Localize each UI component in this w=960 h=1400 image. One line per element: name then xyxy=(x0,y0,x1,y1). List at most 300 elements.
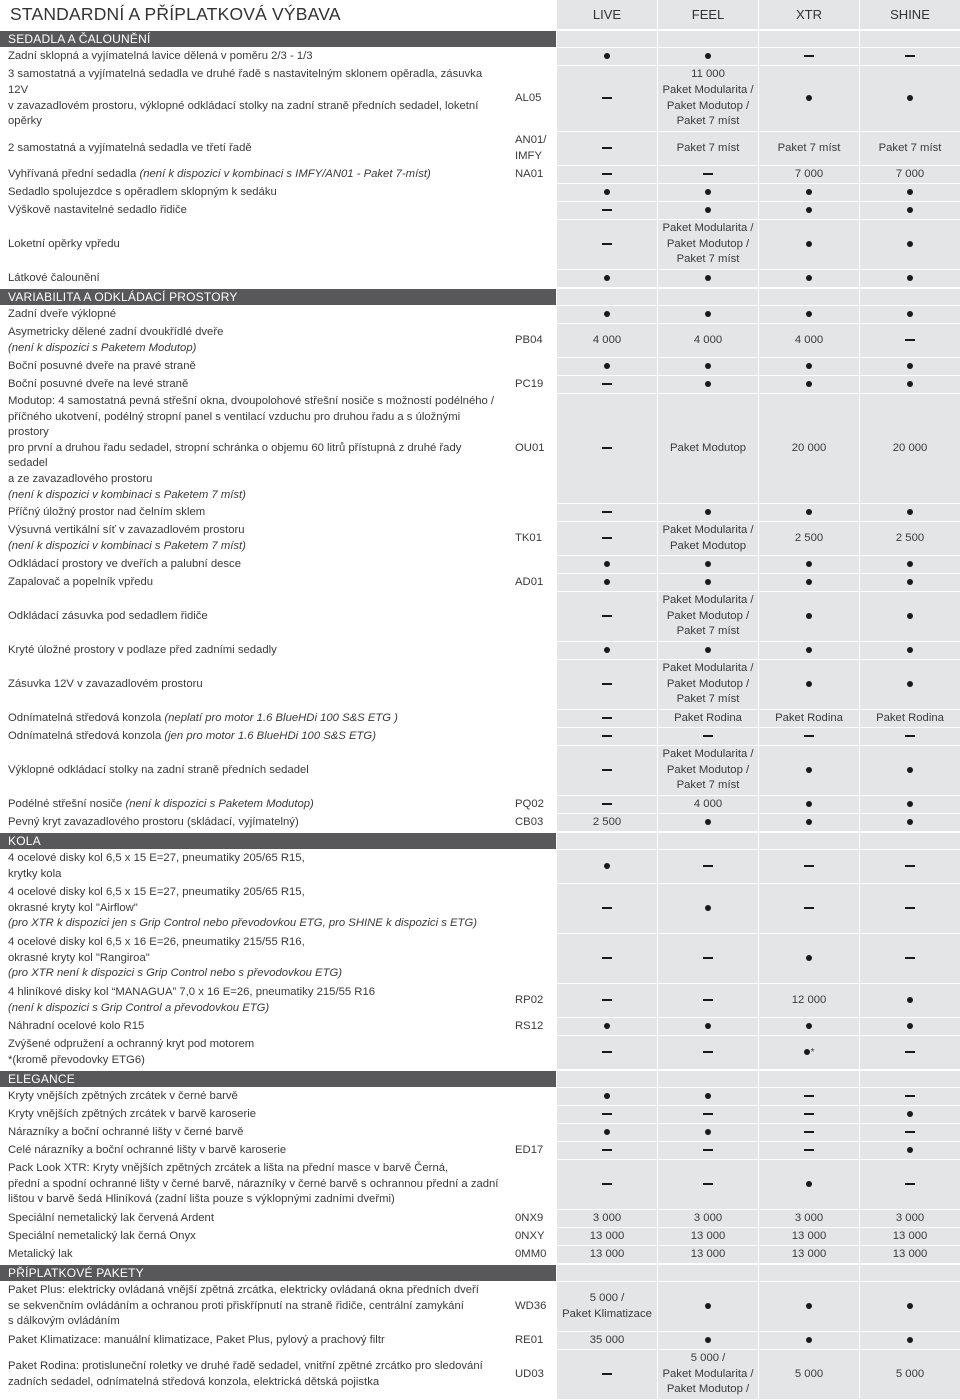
cell-live-unavailable xyxy=(556,660,657,710)
section-header xyxy=(0,30,960,48)
section-cell-fill xyxy=(657,1264,758,1282)
table-row xyxy=(0,132,960,166)
unavailable-dash-icon xyxy=(804,735,814,737)
cell-live-unavailable xyxy=(556,522,657,556)
standard-dot-icon xyxy=(705,311,711,317)
table-row xyxy=(0,270,960,288)
option-code xyxy=(507,642,556,660)
unavailable-dash-icon xyxy=(602,1113,612,1115)
section-title: ELEGANCE xyxy=(0,1070,556,1088)
feature-description xyxy=(0,376,507,394)
cell-feel-value: Paket Modularita / Paket Modutop / Paket 7 míst xyxy=(657,746,758,796)
cell-feel-standard xyxy=(657,574,758,592)
cell-xtr-standard xyxy=(758,270,859,288)
option-code xyxy=(507,1088,556,1106)
standard-dot-icon xyxy=(806,955,812,961)
option-code xyxy=(507,202,556,220)
feature-text: Odkládací prostory ve dveřích a palubní desce xyxy=(8,557,241,570)
cell-feel-unavailable xyxy=(657,934,758,984)
cell-live-standard xyxy=(556,48,657,66)
cell-live-standard xyxy=(556,358,657,376)
unavailable-dash-icon xyxy=(703,1113,713,1115)
section-cell-fill xyxy=(859,288,960,306)
table-row xyxy=(0,1036,960,1070)
option-code xyxy=(507,746,556,796)
feature-description xyxy=(0,202,507,220)
cell-shine-unavailable xyxy=(859,324,960,358)
unavailable-dash-icon xyxy=(905,1051,915,1053)
cell-xtr-unavailable xyxy=(758,728,859,746)
feature-note: (není k dispozici v kombinaci s IMFY/AN01 - Paket 7-míst) xyxy=(136,167,431,180)
feature-description xyxy=(0,184,507,202)
feature-text: Paket Klimatizace: manuální klimatizace, Paket Plus, pylový a prachový filtr xyxy=(8,1333,385,1346)
table-row xyxy=(0,522,960,556)
table-row xyxy=(0,1332,960,1350)
table-row xyxy=(0,1088,960,1106)
standard-dot-icon xyxy=(705,579,711,585)
cell-live-standard xyxy=(556,306,657,324)
section-title: SEDADLA A ČALOUNĚNÍ xyxy=(0,30,556,48)
unavailable-dash-icon xyxy=(804,1095,814,1097)
cell-shine-unavailable xyxy=(859,1088,960,1106)
unavailable-dash-icon xyxy=(602,383,612,385)
option-code xyxy=(507,358,556,376)
standard-dot-icon xyxy=(705,1303,711,1309)
table-row xyxy=(0,358,960,376)
table-row xyxy=(0,1350,960,1400)
unavailable-dash-icon xyxy=(804,865,814,867)
feature-text: Metalický lak xyxy=(8,1247,73,1260)
table-row xyxy=(0,934,960,984)
option-code: 0NXY xyxy=(507,1228,556,1246)
cell-shine-value: 7 000 xyxy=(859,166,960,184)
cell-xtr-standard xyxy=(758,504,859,522)
unavailable-dash-icon xyxy=(602,907,612,909)
standard-dot-icon xyxy=(604,1023,610,1029)
cell-live-standard xyxy=(556,642,657,660)
feature-text: Kryty vnějších zpětných zrcátek v černé barvě xyxy=(8,1089,238,1102)
unavailable-dash-icon xyxy=(602,615,612,617)
option-code: PB04 xyxy=(507,324,556,358)
table-row xyxy=(0,306,960,324)
cell-live-unavailable xyxy=(556,504,657,522)
table-row xyxy=(0,728,960,746)
table-row xyxy=(0,1142,960,1160)
table-row xyxy=(0,1282,960,1332)
cell-xtr-unavailable xyxy=(758,1106,859,1124)
standard-dot-icon xyxy=(907,381,913,387)
feature-text: Zadní dveře výklopné xyxy=(8,307,117,320)
cell-xtr-standard xyxy=(758,1282,859,1332)
cell-xtr-standard xyxy=(758,746,859,796)
feature-text: Výklopné odkládací stolky na zadní straně předních sedadel xyxy=(8,763,309,776)
cell-live-unavailable xyxy=(556,1142,657,1160)
feature-description xyxy=(0,574,507,592)
standard-dot-icon xyxy=(907,647,913,653)
cell-live-unavailable xyxy=(556,1160,657,1210)
unavailable-dash-icon xyxy=(602,243,612,245)
unavailable-dash-icon xyxy=(905,907,915,909)
standard-dot-icon xyxy=(806,509,812,515)
section-cell-fill xyxy=(758,1264,859,1282)
cell-live-unavailable xyxy=(556,592,657,642)
feature-description xyxy=(0,522,507,556)
standard-dot-icon xyxy=(604,1129,610,1135)
feature-text: Zadní sklopná a vyjímatelná lavice dělená v poměru 2/3 - 1/3 xyxy=(8,49,313,62)
standard-dot-icon xyxy=(806,241,812,247)
standard-dot-icon xyxy=(907,275,913,281)
standard-dot-icon xyxy=(705,275,711,281)
cell-feel-value: Paket Rodina xyxy=(657,710,758,728)
cell-shine-standard xyxy=(859,270,960,288)
standard-dot-icon xyxy=(806,363,812,369)
feature-description xyxy=(0,1210,507,1228)
option-code xyxy=(507,1124,556,1142)
cell-feel-standard xyxy=(657,814,758,832)
table-row xyxy=(0,814,960,832)
feature-note: (není k dispozici v kombinaci s Paketem 7 míst) xyxy=(8,539,246,552)
cell-live-unavailable xyxy=(556,1106,657,1124)
table-row xyxy=(0,1246,960,1264)
feature-description xyxy=(0,1106,507,1124)
table-row xyxy=(0,660,960,710)
feature-note: (pro XTR k dispozici jen s Grip Control nebo převodovkou ETG, pro SHINE k dispozici s ETG) xyxy=(8,917,477,930)
column-header-shine: SHINE xyxy=(859,0,960,30)
cell-live-standard xyxy=(556,270,657,288)
standard-dot-icon xyxy=(806,819,812,825)
column-header-live: LIVE xyxy=(556,0,657,30)
cell-feel-unavailable xyxy=(657,1160,758,1210)
standard-dot-icon xyxy=(705,381,711,387)
cell-feel-unavailable xyxy=(657,1142,758,1160)
feature-description xyxy=(0,796,507,814)
option-code xyxy=(507,710,556,728)
option-code xyxy=(507,504,556,522)
cell-xtr-standard xyxy=(758,592,859,642)
feature-text: 4 ocelové disky kol 6,5 x 15 E=27, pneumatiky 205/65 R15, okrasné kryty kol "Airflow" xyxy=(8,886,305,914)
standard-dot-icon xyxy=(907,1147,913,1153)
feature-description xyxy=(0,642,507,660)
unavailable-dash-icon xyxy=(602,999,612,1001)
unavailable-dash-icon xyxy=(703,1183,713,1185)
standard-dot-icon xyxy=(705,1023,711,1029)
standard-dot-icon xyxy=(604,647,610,653)
feature-text: Paket Rodina: protisluneční roletky ve druhé řadě sedadel, vnitřní zpětné zrcátko pro sledování zadních sedadel, odnímatelná středová konzola, elektrická dětská pojistka xyxy=(8,1360,483,1388)
feature-description xyxy=(0,556,507,574)
unavailable-dash-icon xyxy=(602,97,612,99)
cell-feel-value: 11 000 Paket Modularita / Paket Modutop / Paket 7 míst xyxy=(657,66,758,132)
option-code: RE01 xyxy=(507,1332,556,1350)
cell-shine-standard xyxy=(859,556,960,574)
cell-xtr-standard xyxy=(758,66,859,132)
option-code: 0NX9 xyxy=(507,1210,556,1228)
unavailable-dash-icon xyxy=(703,865,713,867)
cell-shine-value: 13 000 xyxy=(859,1228,960,1246)
standard-dot-icon xyxy=(604,363,610,369)
feature-text: 4 hliníkové disky kol “MANAGUA” 7,0 x 16 E=26, pneumatiky 215/55 R16 xyxy=(8,986,376,999)
cell-feel-standard xyxy=(657,1088,758,1106)
table-row xyxy=(0,642,960,660)
cell-live-value: 2 500 xyxy=(556,814,657,832)
feature-description xyxy=(0,1142,507,1160)
option-code: RS12 xyxy=(507,1018,556,1036)
unavailable-dash-icon xyxy=(602,1051,612,1053)
option-code xyxy=(507,306,556,324)
cell-xtr-standard xyxy=(758,796,859,814)
unavailable-dash-icon xyxy=(905,865,915,867)
cell-xtr-value: 12 000 xyxy=(758,984,859,1018)
cell-shine-standard xyxy=(859,592,960,642)
feature-description xyxy=(0,934,507,984)
standard-dot-icon xyxy=(806,1181,812,1187)
cell-shine-standard xyxy=(859,202,960,220)
standard-dot-icon xyxy=(907,579,913,585)
section-cell-fill xyxy=(556,1264,657,1282)
unavailable-dash-icon xyxy=(804,1113,814,1115)
feature-text: Loketní opěrky vpředu xyxy=(8,237,120,250)
cell-feel-standard xyxy=(657,1124,758,1142)
cell-shine-standard xyxy=(859,184,960,202)
table-row xyxy=(0,1210,960,1228)
standard-dot-icon xyxy=(806,275,812,281)
table-row xyxy=(0,984,960,1018)
unavailable-dash-icon xyxy=(602,209,612,211)
cell-shine-standard xyxy=(859,66,960,132)
cell-shine-standard xyxy=(859,642,960,660)
feature-text: 3 samostatná a vyjímatelná sedadla ve druhé řadě s nastavitelným sklonem opěradla, zásuvka 12V v zavazadlovém prostoru, výklopné odkládací stolky na zadní straně předních sedadel, loketní opěrky xyxy=(8,68,483,128)
table-row xyxy=(0,66,960,132)
standard-dot-icon xyxy=(705,647,711,653)
unavailable-dash-icon xyxy=(703,957,713,959)
feature-text: Náhradní ocelové kolo R15 xyxy=(8,1019,145,1032)
feature-text: Sedadlo spolujezdce s opěradlem sklopným k sedáku xyxy=(8,185,277,198)
section-cell-fill xyxy=(758,832,859,850)
feature-description xyxy=(0,1160,507,1210)
cell-live-unavailable xyxy=(556,1350,657,1400)
feature-text: Příčný úložný prostor nad čelním sklem xyxy=(8,505,206,518)
table-row xyxy=(0,184,960,202)
feature-text: 2 samostatná a vyjímatelná sedadla ve třetí řadě xyxy=(8,141,252,154)
unavailable-dash-icon xyxy=(602,147,612,149)
option-code: RP02 xyxy=(507,984,556,1018)
feature-text: Pack Look XTR: Kryty vnějších zpětných zrcátek a lišta na přední masce v barvě Černá, přední a spodní ochranné lišty v černé barvě, nárazníky v černé barvě s ochrannou přední a zadní lištou v barvě šedá Hliníková (zadní lišta pouze s výklopnými zadními dveřmi) xyxy=(8,1162,499,1206)
cell-xtr-standard xyxy=(758,306,859,324)
option-code: UD03 xyxy=(507,1350,556,1400)
cell-shine-standard xyxy=(859,1106,960,1124)
standard-dot-icon xyxy=(806,647,812,653)
cell-xtr-standard xyxy=(758,1332,859,1350)
table-row xyxy=(0,850,960,884)
standard-dot-icon xyxy=(604,311,610,317)
cell-feel-value: Paket Modularita / Paket Modutop / Paket 7 míst xyxy=(657,660,758,710)
section-title: KOLA xyxy=(0,832,556,850)
cell-xtr-value: 3 000 xyxy=(758,1210,859,1228)
cell-shine-standard xyxy=(859,1142,960,1160)
feature-description xyxy=(0,1246,507,1264)
unavailable-dash-icon xyxy=(703,735,713,737)
cell-feel-standard xyxy=(657,1018,758,1036)
cell-xtr-standard xyxy=(758,574,859,592)
cell-feel-standard xyxy=(657,202,758,220)
cell-xtr-value: Paket 7 míst xyxy=(758,132,859,166)
cell-live-value: 3 000 xyxy=(556,1210,657,1228)
standard-dot-icon xyxy=(705,207,711,213)
cell-shine-value: 5 000 xyxy=(859,1350,960,1400)
feature-text: Asymetricky dělené zadní dvoukřídlé dveře xyxy=(8,325,224,338)
cell-live-unavailable xyxy=(556,746,657,796)
standard-dot-icon xyxy=(907,681,913,687)
option-code xyxy=(507,592,556,642)
feature-description xyxy=(0,1228,507,1246)
cell-shine-unavailable xyxy=(859,850,960,884)
section-header xyxy=(0,832,960,850)
standard-dot-icon xyxy=(806,1023,812,1029)
table-row xyxy=(0,574,960,592)
option-code xyxy=(507,934,556,984)
feature-text: Nárazníky a boční ochranné lišty v černé barvě xyxy=(8,1125,244,1138)
unavailable-dash-icon xyxy=(905,55,915,57)
cell-live-value: 35 000 xyxy=(556,1332,657,1350)
unavailable-dash-icon xyxy=(602,683,612,685)
cell-shine-unavailable xyxy=(859,1160,960,1210)
standard-dot-icon xyxy=(907,207,913,213)
cell-live-standard xyxy=(556,1124,657,1142)
cell-live-standard xyxy=(556,574,657,592)
standard-dot-icon xyxy=(907,819,913,825)
feature-text: Podélné střešní nosiče xyxy=(8,797,126,810)
feature-description xyxy=(0,884,507,934)
cell-live-unavailable xyxy=(556,984,657,1018)
cell-shine-value: 2 500 xyxy=(859,522,960,556)
cell-live-value: 4 000 xyxy=(556,324,657,358)
standard-dot-icon xyxy=(806,1337,812,1343)
cell-xtr-standard xyxy=(758,184,859,202)
feature-text: Zapalovač a popelník vpředu xyxy=(8,575,154,588)
cell-feel-value: 3 000 xyxy=(657,1210,758,1228)
feature-text: 4 ocelové disky kol 6,5 x 16 E=26, pneumatiky 215/55 R16, okrasné kryty kol "Rangiroa" xyxy=(8,936,305,964)
standard-dot-icon xyxy=(705,189,711,195)
unavailable-dash-icon xyxy=(602,1183,612,1185)
cell-feel-unavailable xyxy=(657,1036,758,1070)
cell-xtr-standard xyxy=(758,1160,859,1210)
table-row xyxy=(0,394,960,504)
feature-text: Odnímatelná středová konzola xyxy=(8,711,165,724)
table-row xyxy=(0,796,960,814)
standard-dot-icon xyxy=(806,801,812,807)
header-row xyxy=(0,0,960,30)
feature-text: Zvýšené odpružení a ochranný kryt pod motorem *(kromě převodovky ETG6) xyxy=(8,1038,255,1066)
cell-shine-standard xyxy=(859,814,960,832)
unavailable-dash-icon xyxy=(703,1051,713,1053)
feature-description xyxy=(0,132,507,166)
feature-description xyxy=(0,1036,507,1070)
cell-feel-value: Paket Modularita / Paket Modutop / Paket 7 míst xyxy=(657,592,758,642)
cell-xtr-standard xyxy=(758,202,859,220)
cell-shine-standard xyxy=(859,1332,960,1350)
standard-dot-icon xyxy=(907,1337,913,1343)
cell-shine-value: 13 000 xyxy=(859,1246,960,1264)
cell-feel-value: Paket Modularita / Paket Modutop xyxy=(657,522,758,556)
standard-dot-icon xyxy=(907,95,913,101)
option-code xyxy=(507,556,556,574)
option-code xyxy=(507,48,556,66)
cell-feel-standard xyxy=(657,270,758,288)
option-code: NA01 xyxy=(507,166,556,184)
standard-dot-icon xyxy=(604,561,610,567)
feature-description xyxy=(0,1350,507,1400)
option-code: AD01 xyxy=(507,574,556,592)
standard-dot-icon xyxy=(604,275,610,281)
option-code: PQ02 xyxy=(507,796,556,814)
cell-xtr-standard xyxy=(758,220,859,270)
section-title: VARIABILITA A ODKLÁDACÍ PROSTORY xyxy=(0,288,556,306)
unavailable-dash-icon xyxy=(804,55,814,57)
feature-description xyxy=(0,324,507,358)
standard-dot-icon xyxy=(806,311,812,317)
cell-live-standard xyxy=(556,556,657,574)
option-code: AN01/ IMFY xyxy=(507,132,556,166)
feature-description xyxy=(0,220,507,270)
cell-feel-unavailable xyxy=(657,984,758,1018)
cell-shine-standard xyxy=(859,746,960,796)
cell-shine-standard xyxy=(859,1282,960,1332)
feature-description xyxy=(0,1282,507,1332)
cell-xtr-value: 5 000 xyxy=(758,1350,859,1400)
feature-description xyxy=(0,814,507,832)
option-code xyxy=(507,884,556,934)
table-row xyxy=(0,710,960,728)
cell-xtr-standard xyxy=(758,358,859,376)
feature-description xyxy=(0,358,507,376)
option-code: TK01 xyxy=(507,522,556,556)
cell-xtr-value: 13 000 xyxy=(758,1246,859,1264)
standard-dot-icon xyxy=(604,579,610,585)
option-code: AL05 xyxy=(507,66,556,132)
cell-live-standard xyxy=(556,1018,657,1036)
cell-feel-standard xyxy=(657,376,758,394)
cell-live-unavailable xyxy=(556,202,657,220)
cell-shine-unavailable xyxy=(859,884,960,934)
section-cell-fill xyxy=(556,832,657,850)
option-code xyxy=(507,728,556,746)
feature-description xyxy=(0,66,507,132)
feature-text: Kryté úložné prostory v podlaze před zadními sedadly xyxy=(8,643,277,656)
standard-dot-icon xyxy=(907,613,913,619)
cell-shine-value: 20 000 xyxy=(859,394,960,504)
cell-feel-standard xyxy=(657,184,758,202)
standard-dot-icon xyxy=(907,801,913,807)
unavailable-dash-icon xyxy=(804,1131,814,1133)
standard-dot-icon xyxy=(604,1093,610,1099)
standard-dot-icon xyxy=(604,53,610,59)
section-cell-fill xyxy=(556,288,657,306)
cell-xtr-value: 2 500 xyxy=(758,522,859,556)
unavailable-dash-icon xyxy=(602,173,612,175)
cell-live-unavailable xyxy=(556,796,657,814)
standard-dot-icon xyxy=(907,767,913,773)
section-cell-fill xyxy=(758,1070,859,1088)
table-row xyxy=(0,376,960,394)
section-cell-fill xyxy=(657,30,758,48)
cell-live-unavailable xyxy=(556,166,657,184)
option-code xyxy=(507,1106,556,1124)
cell-feel-value: 5 000 / Paket Modularita / Paket Modutop / xyxy=(657,1350,758,1400)
feature-description xyxy=(0,1124,507,1142)
cell-live-unavailable xyxy=(556,132,657,166)
cell-feel-value: Paket 7 míst xyxy=(657,132,758,166)
option-code xyxy=(507,220,556,270)
table-row xyxy=(0,324,960,358)
